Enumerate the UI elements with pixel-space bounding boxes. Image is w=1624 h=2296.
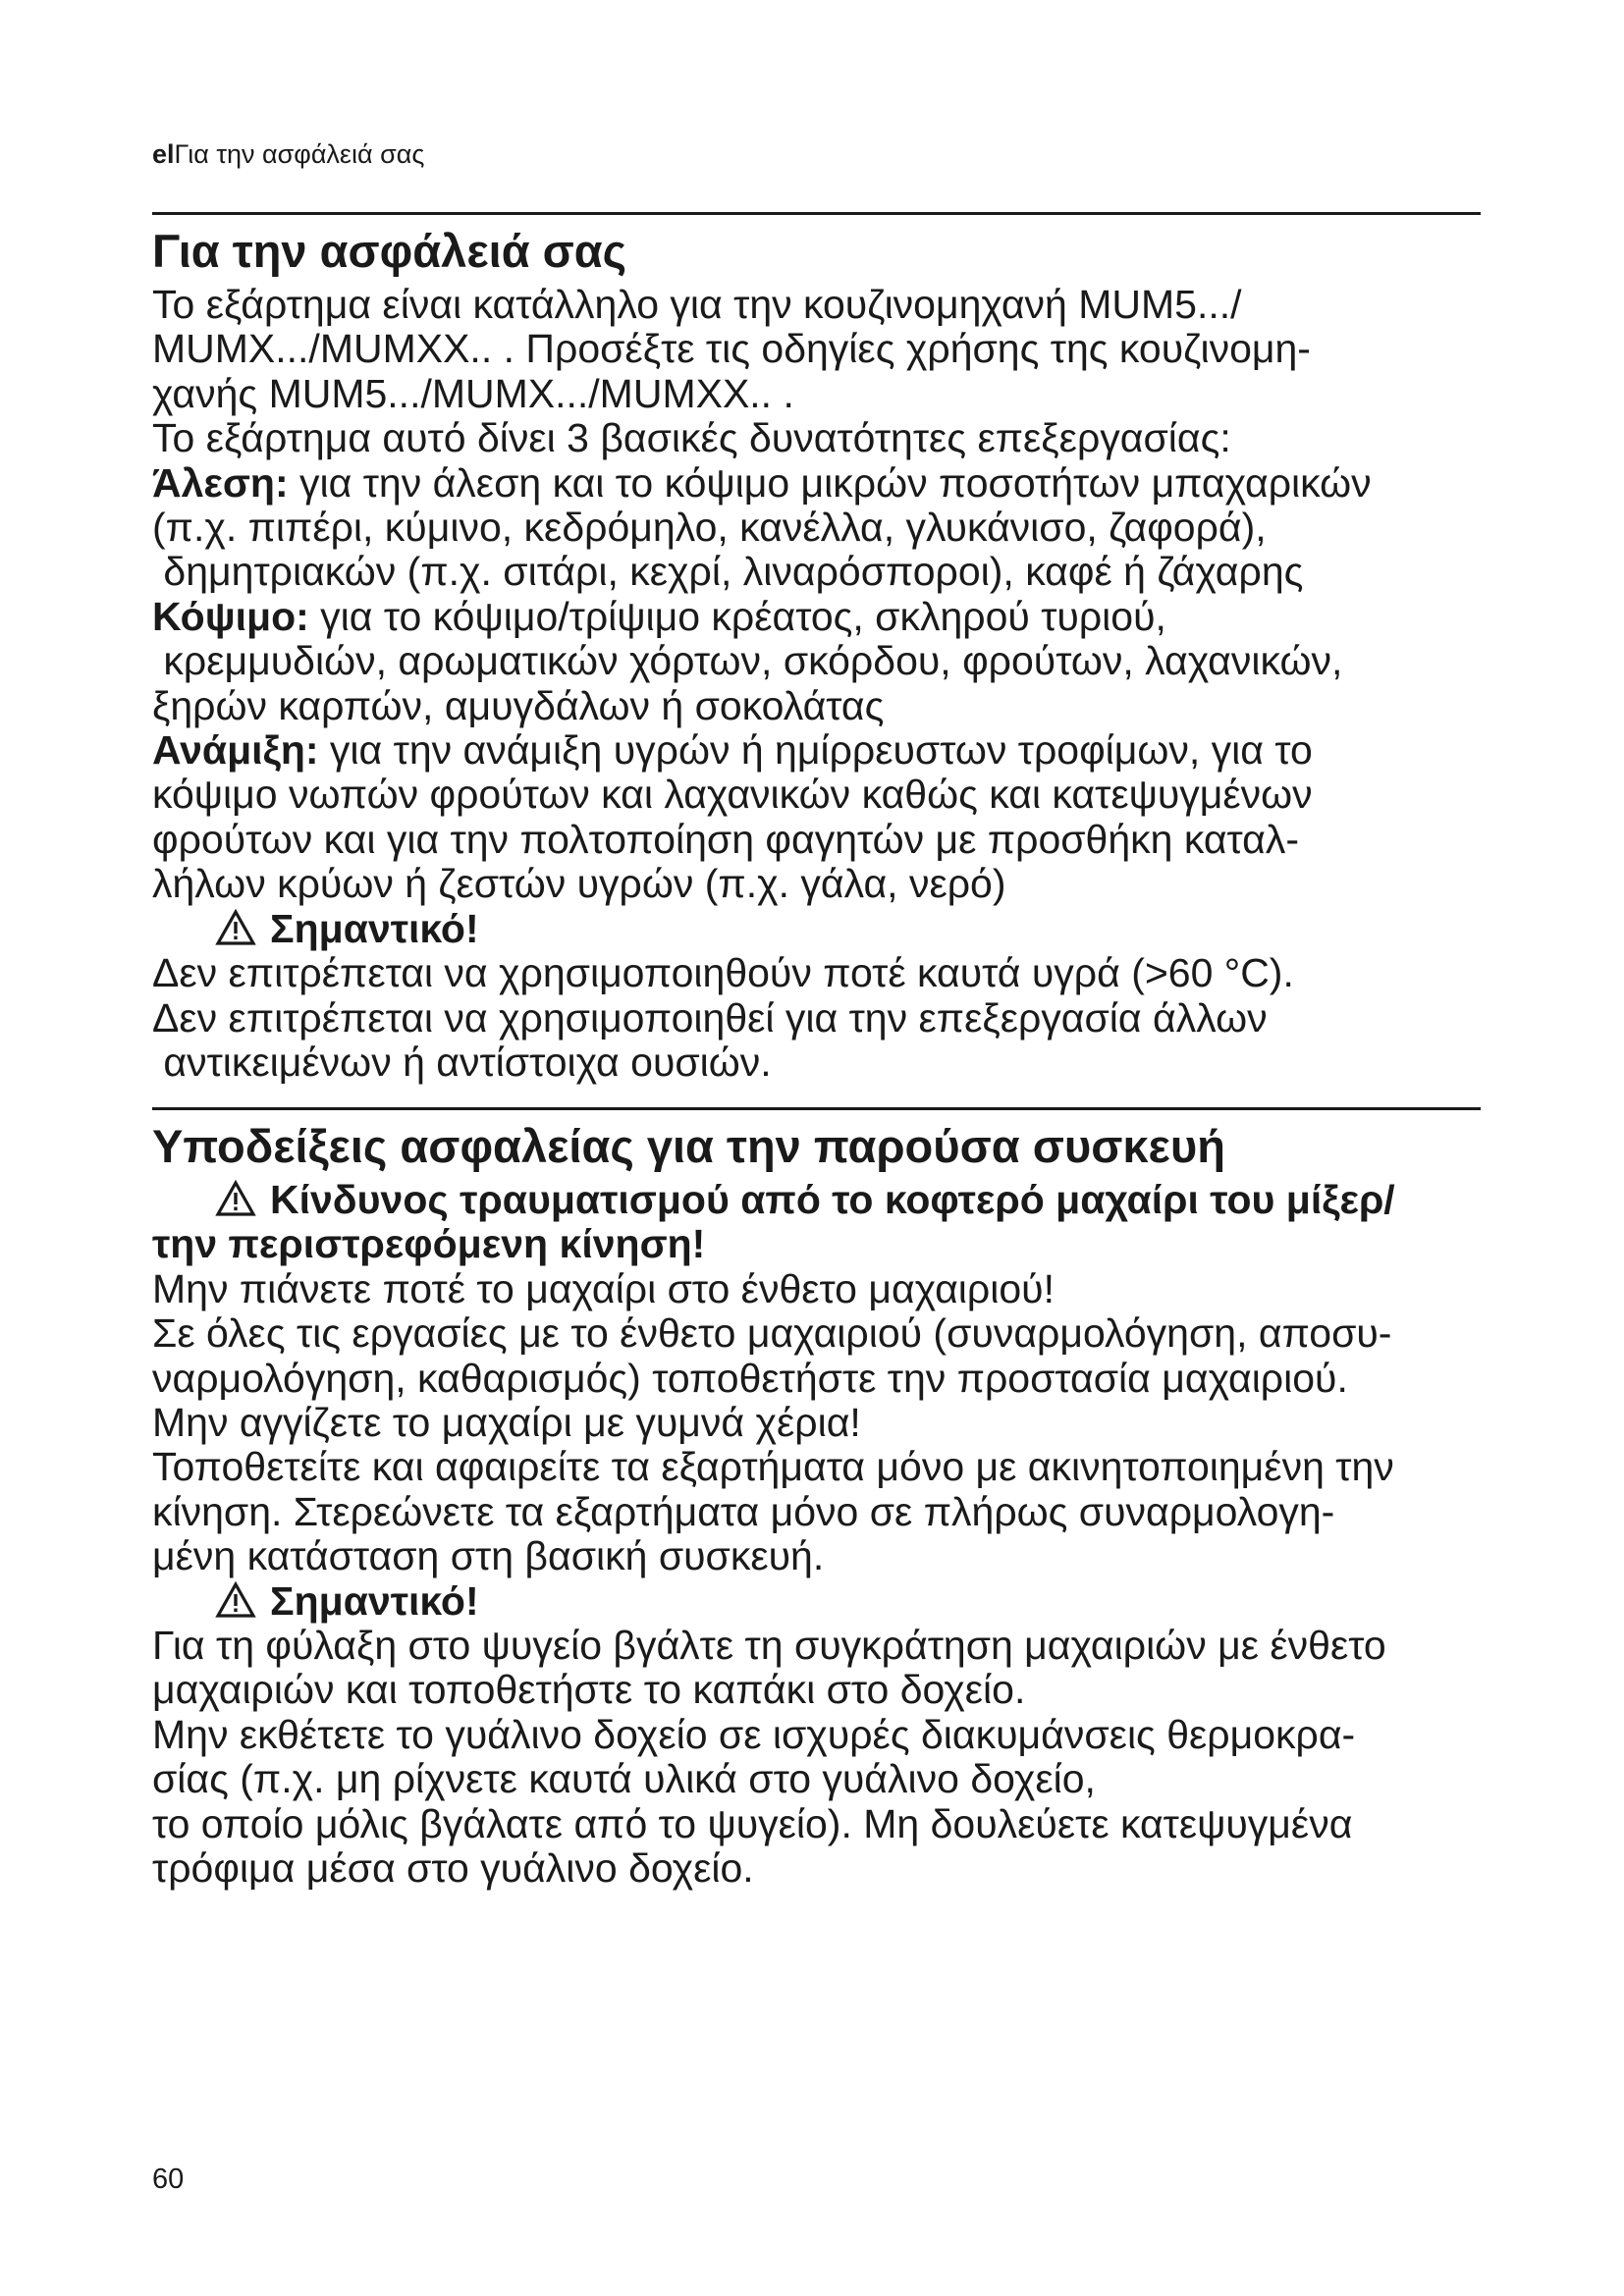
section-divider-2 [152,1107,1481,1110]
danger-line: κίνηση. Στερεώνετε τα εξαρτήματα μόνο σε πλήρως συναρμολογη- [152,1488,1335,1534]
running-title: Για την ασφάλειά σας [174,139,425,169]
mixing-paragraph [152,728,1488,773]
cutting-paragraph [152,595,1488,639]
important-line: αντικειμένων ή αντίστοιχα ουσιών. [152,1039,772,1085]
danger-notice-title [152,1178,1488,1222]
cutting-text: για το κόψιμο/τρίψιμο κρέατος, σκληρού τυριού, [308,593,1166,639]
danger-line: Μην πιάνετε ποτέ το μαχαίρι στο ένθετο μαχαιριού! [152,1265,1055,1311]
important-line: σίας (π.χ. μη ρίχνετε καυτά υλικά στο γυάλινο δοχείο, [152,1756,1096,1802]
section-heading: Για την ασφάλειά σας [152,225,627,277]
intro-line: Το εξάρτημα αυτό δίνει 3 βασικές δυνατότητες επεξεργασίας: [152,415,1231,461]
warning-triangle-icon [215,1581,256,1619]
warning-triangle-icon [215,1180,256,1217]
grinding-text: για την άλεση και το κόψιμο μικρών ποσοτήτων μπαχαρικών [288,459,1372,506]
important-line: μαχαιριών και τοποθετήστε το καπάκι στο δοχείο. [152,1667,1026,1713]
grinding-label: Άλεση: [152,459,289,506]
device-safety-section [152,1119,1488,1892]
important-line: Μην εκθέτετε το γυάλινο δοχείο σε ισχυρές διακυμάνσεις θερμοκρα- [152,1711,1356,1757]
important-line: Δεν επιτρέπεται να χρησιμοποιηθούν ποτέ καυτά υγρά (>60 °C). [152,950,1294,996]
section-heading: Υποδείξεις ασφαλείας για την παρούσα συσκευή [152,1120,1225,1172]
important-notice-title [152,1579,1488,1624]
important-line: το οποίο μόλις βγάλατε από το ψυγείο). Μη δουλεύετε κατεψυγμένα [152,1800,1353,1846]
warning-triangle-icon [215,909,256,946]
safety-section [152,224,1488,1085]
danger-line: μένη κατάσταση στη βασική συσκευή. [152,1533,825,1579]
cutting-line: κρεμμυδιών, αρωματικών χόρτων, σκόρδου, φρούτων, λαχανικών, [152,638,1343,684]
danger-line: Τοποθετείτε και αφαιρείτε τα εξαρτήματα μόνο με ακινητοποιημένη την [152,1444,1394,1490]
important-line: Για τη φύλαξη στο ψυγείο βγάλτε τη συγκράτηση μαχαιριών με ένθετο [152,1623,1386,1669]
grinding-paragraph [152,461,1488,506]
important-label: Σημαντικό! [270,1577,479,1624]
danger-title-line: την περιστρεφόμενη κίνηση! [152,1221,706,1267]
grinding-line: (π.χ. πιπέρι, κύμινο, κεδρόμηλο, κανέλλα, γλυκάνισο, ζαφορά), [152,505,1267,551]
grinding-line: δημητριακών (π.χ. σιτάρι, κεχρί, λιναρόσποροι), καφέ ή ζάχαρης [152,549,1304,595]
mixing-line: λήλων κρύων ή ζεστών υγρών (π.χ. γάλα, νερό) [152,861,1006,907]
intro-line: χανής MUM5.../MUMX.../MUMXX.. . [152,370,794,416]
mixing-line: φρούτων και για την πολτοποίηση φαγητών με προσθήκη καταλ- [152,816,1300,862]
important-line: Δεν επιτρέπεται να χρησιμοποιηθεί για την επεξεργασία άλλων [152,994,1268,1041]
intro-line: MUMX.../MUMXX.. . Προσέξτε τις οδηγίες χρήσης της κουζινομη- [152,326,1311,372]
danger-line: ναρμολόγηση, καθαρισμός) τοποθετήστε την προστασία μαχαιριού. [152,1355,1348,1401]
cutting-line: ξηρών καρπών, αμυγδάλων ή σοκολάτας [152,682,885,728]
page-number: 60 [152,2163,185,2195]
mixing-line: κόψιμο νωπών φρούτων και λαχανικών καθώς και κατεψυγμένων [152,772,1313,818]
danger-line: Μην αγγίζετε το μαχαίρι με γυμνά χέρια! [152,1400,861,1446]
intro-line: Το εξάρτημα είναι κατάλληλο για την κουζινομηχανή MUM5.../ [152,282,1242,327]
language-code: el [152,139,175,169]
danger-line: Σε όλες τις εργασίες με το ένθετο μαχαιριού (συναρμολόγηση, αποσυ- [152,1310,1392,1357]
important-label: Σημαντικό! [270,905,479,951]
important-line: τρόφιμα μέσα στο γυάλινο δοχείο. [152,1845,754,1892]
running-header [152,137,424,171]
section-divider-1 [152,212,1481,215]
danger-title-line: Κίνδυνος τραυματισμού από το κοφτερό μαχαίρι του μίξερ/ [270,1177,1395,1222]
mixing-text: για την ανάμιξη υγρών ή ημίρρευστων τροφίμων, για το [318,727,1313,774]
mixing-label: Ανάμιξη: [152,727,319,774]
cutting-label: Κόψιμο: [152,593,309,639]
important-notice-title [152,907,1488,951]
